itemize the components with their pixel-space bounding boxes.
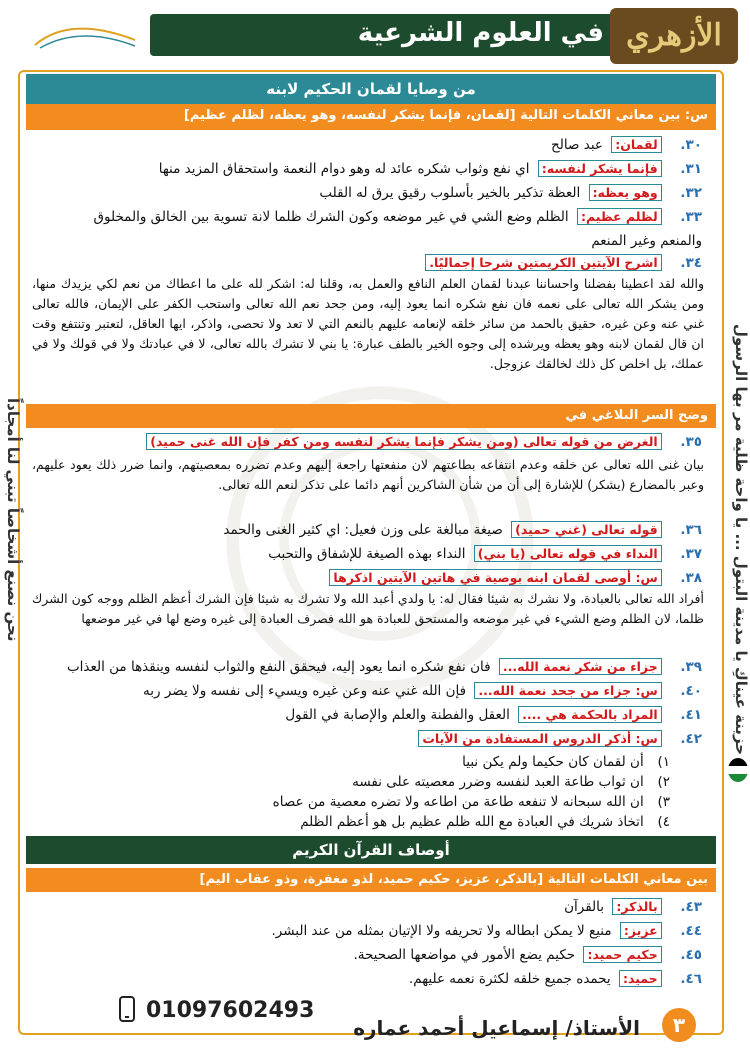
item-label: س: أذكر الدروس المستفادة من الآيات (418, 730, 661, 747)
item-number: ٣٥. (680, 434, 702, 450)
lesson-number: ٣) (657, 794, 670, 810)
item-text: الظلم وضع الشي في غير موضعه وكون الشرك ظلما لانة تسوية بين الخالق والمخلوق (93, 209, 569, 225)
item-number: ٣٢. (680, 185, 702, 201)
list-item (30, 431, 702, 453)
item-text: فإن الله غني عنه وعن غيره ويسيء إلى نفسه ولا يضر ربه (143, 683, 467, 699)
lesson-text: ان ثواب طاعة العبد لنفسه وضرر معصيته على نفسه (352, 774, 644, 790)
list-item (30, 968, 702, 990)
teacher-name: الأستاذ/ إسماعيل أحمد عماره (353, 1016, 640, 1040)
list-item (30, 704, 702, 726)
item-text: بالقرآن (564, 899, 605, 915)
paragraph: والله لقد اعطينا بفضلنا واحساننا عبدنا لقمان العلم النافع والعمل به، وقلنا له: اشكر لله على ما اعطاك من نعم لكي يزيدك منها، ومن يشكر الله تعالى على نعمه فان نفع شكره انما يعود إليه، ومن جحد نعم الله تعالى واستحب الكفر على الإيمان، فالله تعالى غني عنه وعن غيره، حقيق بالحمد من سائر خلقه لإنعامه عليهم بالنعم التي لا تعد ولا تحصى، واذكر، ايها العاقل، لتعتبر وتنتفع وقت ان قال لقمان لابنه وهو يعظه ويرشده إلى وجوه الخير بالطف عبارة: يا بني لا تشرك بالله تعالى، لا في عبادتك ولا في قولك ولا في عملك، بل اخلص كل ذلك لخالقك عزوجل. (32, 276, 704, 371)
item-label: بالذكر: (612, 898, 661, 915)
list-item (30, 519, 702, 541)
item-text: يحمده جميع خلقه لكثرة نعمه عليهم. (408, 971, 611, 987)
lesson-number: ١) (657, 754, 670, 770)
item-label: س: أوصى لقمان ابنه بوصية في هاتين الآيتين اذكرها (329, 569, 661, 586)
item-text: منيع لا يمكن ابطاله ولا تحريفه ولا الإتيان بمثله من عند البشر. (271, 923, 612, 939)
phone-icon (118, 996, 136, 1022)
section-question: س: بين معاني الكلمات التالية [لقمان، فإنما يشكر لنفسه، وهو يعظه، لظلم عظيم] (26, 104, 716, 130)
item-number: ٣١. (680, 161, 702, 177)
side-slogan-right: حزينة عيناكِ يا مدينة البتول ... يا واحة ظلية مر بها الرسول (732, 324, 750, 756)
item-number: ٤٦. (680, 971, 702, 987)
phone-number: 01097602493 (146, 998, 315, 1023)
list-item (30, 134, 702, 156)
item-text: العظة تذكير بالخير بأسلوب رقيق يرق له القلب (319, 185, 581, 201)
item-number: ٣٠. (680, 137, 702, 153)
item-number: ٤٥. (680, 947, 702, 963)
item-number: ٤٢. (680, 731, 702, 747)
list-item (30, 896, 702, 918)
lesson-text: ان الله سبحانه لا تنفعه طاعة من اطاعه ولا تضره معصية من عصاه (272, 794, 644, 810)
lesson-number: ٤) (657, 814, 670, 830)
list-item (30, 206, 702, 228)
item-text: عبد صالح (551, 137, 603, 153)
paragraph: بيان غنى الله تعالى عن خلقه وعدم انتفاعه بطاعتهم لان منفعتها راجعة إليهم وعدم تضرره بمعصيتهم، وانما ضرر ذلك يعود عليهم، وعبر بالمضارع (يشكر) للإشارة إلى أن من شأن الشاكرين أنهم دائما على تذكر لنعم الله تعالى. (32, 457, 704, 492)
ornament-icon (30, 10, 140, 50)
item-number: ٣٨. (680, 570, 702, 586)
list-item (30, 728, 702, 750)
lesson-item (30, 752, 670, 772)
lesson-number: ٢) (657, 774, 670, 790)
item-label: المراد بالحكمة هي .... (518, 706, 662, 723)
item-text: حكيم يضع الأمور في مواضعها الصحيحة. (353, 947, 576, 963)
item-text: اي نفع وثواب شكره عائد له وهو دوام النعمة واستحقاق المزيد منها (158, 161, 530, 177)
lesson-item (30, 772, 670, 792)
page-number: ٣ (662, 1008, 696, 1042)
item-text: فان نفع شكره انما يعود إليه، فيحقق النفع والثواب لنفسه وينقذها من العذاب (66, 659, 491, 675)
item-label: حميد: (619, 970, 662, 987)
item-label: فإنما يشكر لنفسه: (538, 160, 662, 177)
section-title: وضح السر البلاغي في (26, 404, 716, 428)
paragraph: أفراد الله تعالى بالعبادة، ولا نشرك به شيئا فقال له: يا ولدي أعبد الله ولا تشرك به شيئا فإن الشرك أعظم الظلم ووجه كون الشرك ظلما، لان الظلم وضع الشيء في غير موضعه والمستحق للعبادة هو الله فصرف العبادة إلى غيره وضع لها في غير موضعها (32, 591, 704, 626)
item-label: لقمان: (611, 136, 661, 153)
item-label: الغرض من قوله تعالى (ومن يشكر فإنما يشكر لنفسه ومن كفر فإن الله غنى حميد) (146, 433, 661, 450)
item-number: ٤٠. (680, 683, 702, 699)
item-label: س: جزاء من جحد نعمة الله... (474, 682, 661, 699)
item-number: ٤٣. (680, 899, 702, 915)
section-title: من وصايا لقمان الحكيم لابنه (26, 74, 716, 104)
item-label: لظلم عظيم: (577, 208, 662, 225)
item-number: ٣٣. (680, 209, 702, 225)
item-label: النداء في قوله تعالى (يا بني) (474, 545, 662, 562)
item-label: عزيز: (620, 922, 662, 939)
item-number: ٣٩. (680, 659, 702, 675)
lesson-item (30, 812, 670, 832)
list-item (30, 182, 702, 204)
item-number: ٤١. (680, 707, 702, 723)
item-number: ٤٤. (680, 923, 702, 939)
logo: الأزهري (610, 8, 738, 64)
list-item (30, 543, 702, 565)
side-slogan-left: نحن نصنع أشخاصاً تبني لنا أمجاداً (4, 398, 22, 642)
item-number: ٣٧. (680, 546, 702, 562)
item-text: صيغة مبالغة على وزن فعيل: اي كثير الغنى والحمد (223, 522, 503, 538)
lesson-text: اتخاذ شريك في العبادة مع الله ظلم عظيم بل هو أعظم الظلم (300, 814, 644, 830)
item-label: قوله تعالى (غني حميد) (511, 521, 662, 538)
list-item (30, 252, 702, 274)
item-label: جزاء من شكر نعمة الله... (499, 658, 662, 675)
list-item (30, 920, 702, 942)
item-label: وهو يعظه: (589, 184, 662, 201)
item-number: ٣٦. (680, 522, 702, 538)
item-continuation: والمنعم وغير المنعم (591, 233, 702, 249)
list-item (30, 656, 702, 678)
item-label: اشرح الآيتين الكريمتين شرحا إجماليًا. (425, 254, 661, 271)
item-text: النداء بهذه الصيغة للإشفاق والتحبب (268, 546, 466, 562)
page-title: في العلوم الشرعية (357, 18, 604, 48)
list-item (30, 944, 702, 966)
section-title: أوصاف القرآن الكريم (26, 836, 716, 864)
lesson-text: أن لقمان كان حكيما ولم يكن نبيا (462, 754, 644, 770)
section-question: بين معاني الكلمات التالية [بالذكر، عزيز، حكيم حميد، لذو مغفرة، وذو عقاب اليم] (26, 868, 716, 892)
list-item (30, 158, 702, 180)
item-label: حكيم حميد: (583, 946, 661, 963)
item-number: ٣٤. (680, 255, 702, 271)
item-text: العقل والفطنة والعلم والإصابة في القول (285, 707, 510, 723)
list-item (30, 680, 702, 702)
palestine-flag-icon (728, 758, 748, 782)
list-item (30, 567, 702, 589)
lesson-item (30, 792, 670, 812)
